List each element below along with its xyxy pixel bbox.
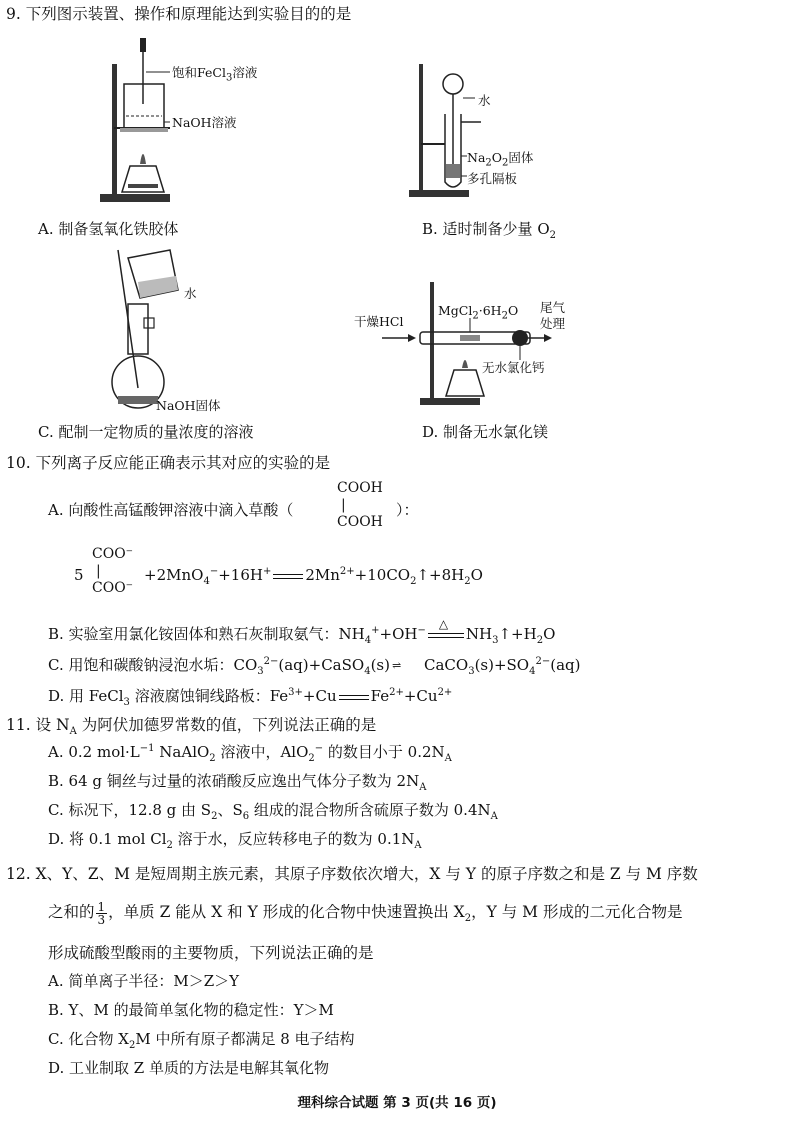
q12-option-b: B. Y、M 的最简单氢化物的稳定性：Y＞M — [48, 1001, 334, 1019]
fig-d-label-exhaust: 尾气 — [540, 300, 566, 315]
fig-b-label-water: 水 — [478, 93, 491, 108]
fig-a-label-naoh: NaOH溶液 — [172, 115, 237, 130]
q10-option-a: A. 向酸性高锰酸钾溶液中滴入草酸（ — [48, 501, 294, 519]
fig-a-label-fecl3: 饱和FeCl$_3$溶液 — [172, 65, 258, 84]
fig-c-caption: C. 配制一定物质的量浓度的溶液 — [38, 423, 254, 441]
q10-equation-a: +2MnO$_4$−+16H+ $2Mn^{2+}+10CO_2↑+8H_2O$ — [144, 566, 483, 587]
q12-option-c: C. 化合物 $X_2M$ 中所有原子都满足 8 电子结构 — [48, 1030, 355, 1051]
fig-b-caption: B. 适时制备少量 $O_2$ — [422, 220, 557, 241]
q12-stem-line1: 12. X、Y、Z、M 是短周期主族元素，其原子序数依次增大，X 与 Y 的原子序数之和是 Z 与 M 序数 — [6, 865, 698, 883]
fig-d-caption: D. 制备无水氯化镁 — [422, 423, 549, 441]
q11-option-a: A. 0.2 $mol\cdot L^{-1}$ NaAlO$_2$ 溶液中，AlO$_2$− 的数目小于 $0.2N_A$ — [48, 743, 452, 764]
fig-d-label-mgcl2: $MgCl_2\cdot 6H_2O$ — [438, 303, 519, 322]
figure-c-flask — [100, 248, 200, 418]
fig-c-label-naoh: NaOH固体 — [156, 398, 221, 413]
fig-c-label-water: 水 — [184, 286, 197, 301]
q9-stem: 9. 下列图示装置、操作和原理能达到实验目的的是 — [6, 5, 352, 23]
q11-option-c: C. 标况下，12.8 g 由 $S_2$、$S_6$ 组成的混合物所含硫原子数为 $0.4N_A$ — [48, 801, 498, 822]
fig-b-label-plate: 多孔隔板 — [467, 171, 518, 186]
q11-option-d: D. 将 0.1 mol $Cl_2$ 溶于水，反应转移电子的数为 $0.1N_A$ — [48, 830, 422, 851]
figure-d-mgcl2 — [380, 278, 560, 408]
fraction-one-third: $\frac{1}{3}$ — [97, 899, 106, 927]
fig-d-label-treatment: 处理 — [540, 316, 566, 331]
q12-stem-line3: 形成硫酸型酸雨的主要物质，下列说法正确的是 — [48, 944, 374, 962]
q11-stem: 11. 设 $N_A$ 为阿伏加德罗常数的值，下列说法正确的是 — [6, 716, 377, 738]
fig-b-label-na2o2: $Na_2O_2$固体 — [467, 150, 534, 169]
fig-d-label-cacl2: 无水氯化钙 — [482, 360, 545, 375]
q12-option-d: D. 工业制取 Z 单质的方法是电解其氧化物 — [48, 1059, 329, 1077]
q10-oxalate-structure: COO⁻ | COO⁻ — [92, 546, 134, 596]
q10-oxalic-acid-structure: COOH | COOH — [337, 480, 383, 530]
q10-eq-coef: 5 — [74, 566, 84, 584]
q10-stem: 10. 下列离子反应能正确表示其对应的实验的是 — [6, 454, 331, 472]
page-footer: 理科综合试题 第 3 页(共 16 页) — [297, 1095, 497, 1111]
q10-option-d: D. 用 FeCl$_3$ 溶液腐蚀铜线路板：$Fe^{3+}+Cu$ $Fe^{2+}+Cu^{2+}$ — [48, 687, 453, 708]
q10-option-b: B. 实验室用氯化铵固体和熟石灰制取氨气：$NH_4^++OH^-$ △ $NH_3↑+H_2O$ — [48, 616, 556, 646]
fig-a-caption: A. 制备氢氧化铁胶体 — [38, 220, 179, 238]
q12-option-a: A. 简单离子半径：M＞Z＞Y — [48, 972, 240, 990]
fig-d-label-hcl: 干燥HCl — [354, 314, 404, 329]
q10-option-c: C. 用饱和碳酸钠浸泡水垢：$CO_3^{2-}(aq)+CaSO_4(s)$ ⇌ $CaCO_3(s)+SO_4^{2-}(aq)$ — [48, 656, 581, 677]
q11-option-b: B. 64 g 铜丝与过量的浓硝酸反应逸出气体分子数为 $2N_A$ — [48, 772, 427, 793]
q12-stem-line2: 之和的 $\frac{1}{3}$ ，单质 Z 能从 X 和 Y 形成的化合物中快速置换出 $X_2$，Y 与 M 形成的二元化合物是 — [48, 899, 683, 927]
q10-option-a-close: ）： — [396, 501, 419, 519]
